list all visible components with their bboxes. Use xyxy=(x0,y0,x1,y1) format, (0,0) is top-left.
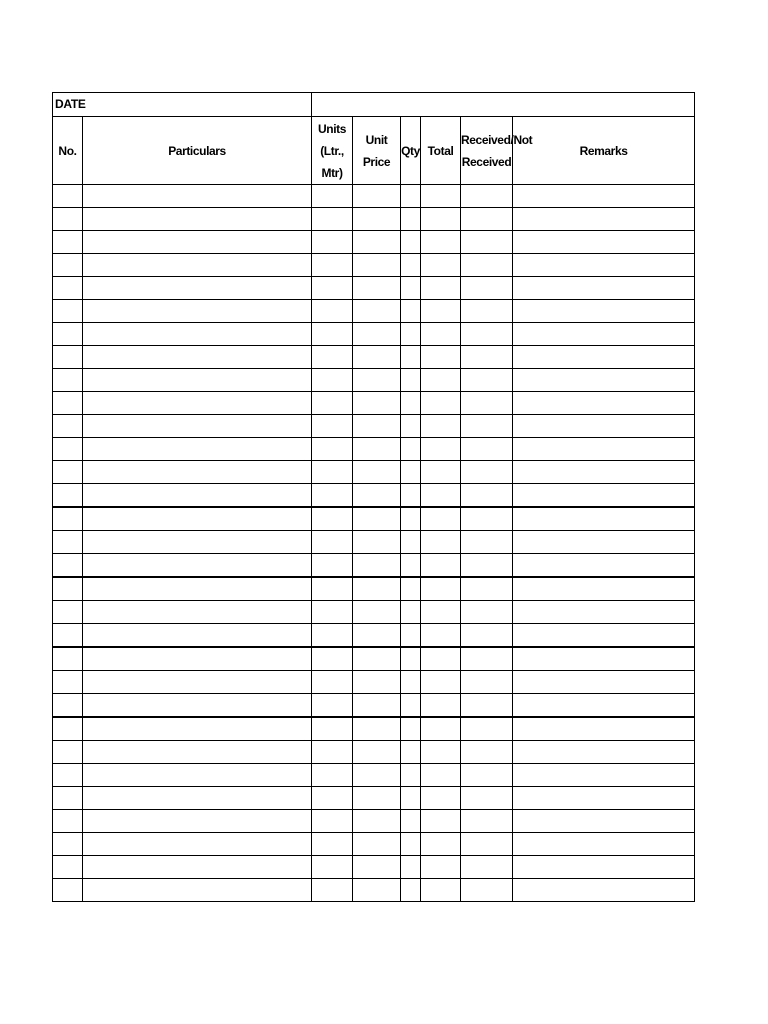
cell-no[interactable] xyxy=(53,624,83,648)
cell-received[interactable] xyxy=(461,694,513,718)
cell-no[interactable] xyxy=(53,764,83,787)
cell-unit-price[interactable] xyxy=(353,346,401,369)
cell-unit-price[interactable] xyxy=(353,741,401,764)
cell-qty[interactable] xyxy=(401,694,421,718)
cell-units[interactable] xyxy=(312,231,353,254)
cell-qty[interactable] xyxy=(401,554,421,578)
cell-total[interactable] xyxy=(421,415,461,438)
cell-remarks[interactable] xyxy=(513,438,695,461)
cell-particulars[interactable] xyxy=(83,392,312,415)
cell-units[interactable] xyxy=(312,577,353,601)
table-row xyxy=(53,879,695,902)
cell-qty[interactable] xyxy=(401,717,421,741)
cell-qty[interactable] xyxy=(401,810,421,833)
purchase-form-sheet xyxy=(52,92,694,902)
table-row xyxy=(53,624,695,648)
cell-units[interactable] xyxy=(312,392,353,415)
cell-unit-price[interactable] xyxy=(353,415,401,438)
cell-no[interactable] xyxy=(53,300,83,323)
cell-units[interactable] xyxy=(312,346,353,369)
table-row xyxy=(53,601,695,624)
cell-received[interactable] xyxy=(461,554,513,578)
table-row xyxy=(53,323,695,346)
cell-no[interactable] xyxy=(53,484,83,508)
cell-received[interactable] xyxy=(461,392,513,415)
cell-total[interactable] xyxy=(421,671,461,694)
cell-particulars[interactable] xyxy=(83,531,312,554)
cell-remarks[interactable] xyxy=(513,461,695,484)
cell-no[interactable] xyxy=(53,392,83,415)
cell-received[interactable] xyxy=(461,208,513,231)
cell-received[interactable] xyxy=(461,741,513,764)
cell-units[interactable] xyxy=(312,694,353,718)
cell-remarks[interactable] xyxy=(513,531,695,554)
cell-particulars[interactable] xyxy=(83,764,312,787)
cell-remarks[interactable] xyxy=(513,856,695,879)
column-header-qty: Qty xyxy=(401,117,421,185)
cell-units[interactable] xyxy=(312,671,353,694)
cell-unit-price[interactable] xyxy=(353,254,401,277)
cell-unit-price[interactable] xyxy=(353,810,401,833)
cell-particulars[interactable] xyxy=(83,277,312,300)
cell-qty[interactable] xyxy=(401,624,421,648)
cell-unit-price[interactable] xyxy=(353,300,401,323)
cell-particulars[interactable] xyxy=(83,833,312,856)
table-row xyxy=(53,438,695,461)
cell-unit-price[interactable] xyxy=(353,392,401,415)
cell-units[interactable] xyxy=(312,810,353,833)
cell-remarks[interactable] xyxy=(513,254,695,277)
cell-no[interactable] xyxy=(53,810,83,833)
cell-remarks[interactable] xyxy=(513,369,695,392)
cell-particulars[interactable] xyxy=(83,438,312,461)
cell-received[interactable] xyxy=(461,254,513,277)
cell-unit-price[interactable] xyxy=(353,647,401,671)
cell-units[interactable] xyxy=(312,277,353,300)
column-header-unit-price: Unit Price xyxy=(353,117,401,185)
cell-units[interactable] xyxy=(312,833,353,856)
cell-no[interactable] xyxy=(53,671,83,694)
table-row xyxy=(53,254,695,277)
cell-received[interactable] xyxy=(461,461,513,484)
cell-qty[interactable] xyxy=(401,346,421,369)
cell-units[interactable] xyxy=(312,415,353,438)
cell-received[interactable] xyxy=(461,438,513,461)
cell-unit-price[interactable] xyxy=(353,185,401,208)
cell-units[interactable] xyxy=(312,507,353,531)
cell-particulars[interactable] xyxy=(83,624,312,648)
cell-unit-price[interactable] xyxy=(353,461,401,484)
cell-unit-price[interactable] xyxy=(353,438,401,461)
cell-qty[interactable] xyxy=(401,787,421,810)
cell-unit-price[interactable] xyxy=(353,833,401,856)
cell-particulars[interactable] xyxy=(83,577,312,601)
cell-total[interactable] xyxy=(421,484,461,508)
date-row xyxy=(53,93,695,117)
cell-particulars[interactable] xyxy=(83,185,312,208)
cell-no[interactable] xyxy=(53,415,83,438)
cell-remarks[interactable] xyxy=(513,764,695,787)
cell-total[interactable] xyxy=(421,554,461,578)
cell-remarks[interactable] xyxy=(513,741,695,764)
cell-remarks[interactable] xyxy=(513,208,695,231)
cell-no[interactable] xyxy=(53,717,83,741)
cell-total[interactable] xyxy=(421,277,461,300)
cell-received[interactable] xyxy=(461,601,513,624)
cell-units[interactable] xyxy=(312,717,353,741)
cell-remarks[interactable] xyxy=(513,833,695,856)
table-row xyxy=(53,231,695,254)
cell-no[interactable] xyxy=(53,254,83,277)
cell-received[interactable] xyxy=(461,185,513,208)
cell-no[interactable] xyxy=(53,323,83,346)
cell-qty[interactable] xyxy=(401,531,421,554)
table-row xyxy=(53,415,695,438)
table-row xyxy=(53,577,695,601)
cell-remarks[interactable] xyxy=(513,624,695,648)
cell-particulars[interactable] xyxy=(83,741,312,764)
cell-units[interactable] xyxy=(312,323,353,346)
cell-unit-price[interactable] xyxy=(353,277,401,300)
cell-unit-price[interactable] xyxy=(353,577,401,601)
table-row xyxy=(53,392,695,415)
cell-remarks[interactable] xyxy=(513,277,695,300)
cell-no[interactable] xyxy=(53,461,83,484)
cell-remarks[interactable] xyxy=(513,346,695,369)
cell-total[interactable] xyxy=(421,392,461,415)
cell-particulars[interactable] xyxy=(83,717,312,741)
cell-qty[interactable] xyxy=(401,484,421,508)
cell-units[interactable] xyxy=(312,741,353,764)
cell-received[interactable] xyxy=(461,369,513,392)
cell-total[interactable] xyxy=(421,879,461,902)
cell-received[interactable] xyxy=(461,879,513,902)
column-header-received: Received/Not Received xyxy=(461,117,513,185)
table-row xyxy=(53,507,695,531)
cell-total[interactable] xyxy=(421,438,461,461)
cell-total[interactable] xyxy=(421,369,461,392)
cell-units[interactable] xyxy=(312,531,353,554)
cell-qty[interactable] xyxy=(401,879,421,902)
cell-unit-price[interactable] xyxy=(353,624,401,648)
table-row xyxy=(53,717,695,741)
header-row xyxy=(53,117,695,185)
cell-remarks[interactable] xyxy=(513,185,695,208)
cell-unit-price[interactable] xyxy=(353,879,401,902)
cell-particulars[interactable] xyxy=(83,300,312,323)
cell-remarks[interactable] xyxy=(513,300,695,323)
cell-remarks[interactable] xyxy=(513,601,695,624)
cell-no[interactable] xyxy=(53,833,83,856)
cell-remarks[interactable] xyxy=(513,787,695,810)
cell-units[interactable] xyxy=(312,300,353,323)
cell-unit-price[interactable] xyxy=(353,323,401,346)
cell-unit-price[interactable] xyxy=(353,554,401,578)
cell-no[interactable] xyxy=(53,369,83,392)
cell-units[interactable] xyxy=(312,879,353,902)
cell-particulars[interactable] xyxy=(83,461,312,484)
cell-no[interactable] xyxy=(53,438,83,461)
cell-qty[interactable] xyxy=(401,741,421,764)
cell-particulars[interactable] xyxy=(83,208,312,231)
cell-qty[interactable] xyxy=(401,208,421,231)
cell-particulars[interactable] xyxy=(83,346,312,369)
date-label: DATE xyxy=(53,93,312,117)
cell-total[interactable] xyxy=(421,647,461,671)
cell-no[interactable] xyxy=(53,694,83,718)
cell-no[interactable] xyxy=(53,507,83,531)
cell-units[interactable] xyxy=(312,185,353,208)
cell-units[interactable] xyxy=(312,647,353,671)
cell-unit-price[interactable] xyxy=(353,369,401,392)
cell-total[interactable] xyxy=(421,764,461,787)
cell-particulars[interactable] xyxy=(83,554,312,578)
cell-qty[interactable] xyxy=(401,392,421,415)
cell-no[interactable] xyxy=(53,601,83,624)
cell-remarks[interactable] xyxy=(513,647,695,671)
cell-remarks[interactable] xyxy=(513,507,695,531)
cell-particulars[interactable] xyxy=(83,647,312,671)
cell-remarks[interactable] xyxy=(513,879,695,902)
cell-particulars[interactable] xyxy=(83,671,312,694)
cell-total[interactable] xyxy=(421,810,461,833)
cell-received[interactable] xyxy=(461,507,513,531)
cell-no[interactable] xyxy=(53,531,83,554)
cell-received[interactable] xyxy=(461,856,513,879)
cell-qty[interactable] xyxy=(401,415,421,438)
table-row xyxy=(53,277,695,300)
cell-no[interactable] xyxy=(53,741,83,764)
cell-no[interactable] xyxy=(53,647,83,671)
cell-units[interactable] xyxy=(312,764,353,787)
cell-received[interactable] xyxy=(461,484,513,508)
cell-total[interactable] xyxy=(421,323,461,346)
cell-remarks[interactable] xyxy=(513,810,695,833)
cell-particulars[interactable] xyxy=(83,254,312,277)
cell-remarks[interactable] xyxy=(513,484,695,508)
column-header-particulars: Particulars xyxy=(83,117,312,185)
table-row xyxy=(53,741,695,764)
cell-received[interactable] xyxy=(461,671,513,694)
cell-particulars[interactable] xyxy=(83,810,312,833)
cell-unit-price[interactable] xyxy=(353,764,401,787)
cell-qty[interactable] xyxy=(401,764,421,787)
cell-received[interactable] xyxy=(461,787,513,810)
cell-particulars[interactable] xyxy=(83,879,312,902)
cell-total[interactable] xyxy=(421,856,461,879)
cell-no[interactable] xyxy=(53,346,83,369)
cell-qty[interactable] xyxy=(401,277,421,300)
cell-units[interactable] xyxy=(312,254,353,277)
cell-units[interactable] xyxy=(312,554,353,578)
purchase-form-table xyxy=(52,92,695,902)
cell-total[interactable] xyxy=(421,624,461,648)
cell-units[interactable] xyxy=(312,208,353,231)
cell-units[interactable] xyxy=(312,787,353,810)
cell-qty[interactable] xyxy=(401,254,421,277)
cell-qty[interactable] xyxy=(401,231,421,254)
cell-total[interactable] xyxy=(421,300,461,323)
cell-remarks[interactable] xyxy=(513,231,695,254)
cell-total[interactable] xyxy=(421,254,461,277)
cell-particulars[interactable] xyxy=(83,323,312,346)
cell-received[interactable] xyxy=(461,231,513,254)
cell-received[interactable] xyxy=(461,323,513,346)
cell-unit-price[interactable] xyxy=(353,856,401,879)
cell-unit-price[interactable] xyxy=(353,787,401,810)
cell-total[interactable] xyxy=(421,531,461,554)
cell-qty[interactable] xyxy=(401,601,421,624)
cell-received[interactable] xyxy=(461,717,513,741)
cell-particulars[interactable] xyxy=(83,856,312,879)
table-row xyxy=(53,554,695,578)
cell-particulars[interactable] xyxy=(83,415,312,438)
cell-qty[interactable] xyxy=(401,671,421,694)
cell-received[interactable] xyxy=(461,833,513,856)
table-row xyxy=(53,694,695,718)
cell-received[interactable] xyxy=(461,810,513,833)
cell-received[interactable] xyxy=(461,415,513,438)
cell-received[interactable] xyxy=(461,577,513,601)
cell-units[interactable] xyxy=(312,601,353,624)
cell-no[interactable] xyxy=(53,554,83,578)
cell-remarks[interactable] xyxy=(513,392,695,415)
table-row xyxy=(53,671,695,694)
cell-received[interactable] xyxy=(461,277,513,300)
cell-units[interactable] xyxy=(312,856,353,879)
cell-particulars[interactable] xyxy=(83,787,312,810)
cell-received[interactable] xyxy=(461,647,513,671)
cell-no[interactable] xyxy=(53,277,83,300)
column-header-units: Units (Ltr., Mtr) xyxy=(312,117,353,185)
cell-units[interactable] xyxy=(312,461,353,484)
cell-qty[interactable] xyxy=(401,461,421,484)
cell-total[interactable] xyxy=(421,507,461,531)
table-row xyxy=(53,647,695,671)
cell-total[interactable] xyxy=(421,787,461,810)
cell-total[interactable] xyxy=(421,694,461,718)
cell-qty[interactable] xyxy=(401,833,421,856)
cell-no[interactable] xyxy=(53,577,83,601)
cell-no[interactable] xyxy=(53,787,83,810)
cell-qty[interactable] xyxy=(401,507,421,531)
cell-received[interactable] xyxy=(461,346,513,369)
cell-remarks[interactable] xyxy=(513,554,695,578)
cell-total[interactable] xyxy=(421,601,461,624)
cell-qty[interactable] xyxy=(401,856,421,879)
cell-particulars[interactable] xyxy=(83,694,312,718)
table-row xyxy=(53,787,695,810)
cell-no[interactable] xyxy=(53,208,83,231)
cell-no[interactable] xyxy=(53,879,83,902)
cell-remarks[interactable] xyxy=(513,577,695,601)
cell-qty[interactable] xyxy=(401,438,421,461)
cell-unit-price[interactable] xyxy=(353,484,401,508)
column-header-remarks: Remarks xyxy=(513,117,695,185)
cell-unit-price[interactable] xyxy=(353,231,401,254)
cell-no[interactable] xyxy=(53,231,83,254)
cell-unit-price[interactable] xyxy=(353,694,401,718)
cell-total[interactable] xyxy=(421,346,461,369)
table-row xyxy=(53,833,695,856)
cell-total[interactable] xyxy=(421,208,461,231)
cell-received[interactable] xyxy=(461,531,513,554)
cell-unit-price[interactable] xyxy=(353,601,401,624)
cell-no[interactable] xyxy=(53,856,83,879)
cell-total[interactable] xyxy=(421,741,461,764)
cell-received[interactable] xyxy=(461,764,513,787)
cell-remarks[interactable] xyxy=(513,717,695,741)
cell-total[interactable] xyxy=(421,461,461,484)
table-row xyxy=(53,856,695,879)
cell-qty[interactable] xyxy=(401,323,421,346)
column-header-total: Total xyxy=(421,117,461,185)
cell-qty[interactable] xyxy=(401,369,421,392)
cell-units[interactable] xyxy=(312,624,353,648)
cell-unit-price[interactable] xyxy=(353,507,401,531)
cell-unit-price[interactable] xyxy=(353,531,401,554)
cell-remarks[interactable] xyxy=(513,415,695,438)
column-header-no: No. xyxy=(53,117,83,185)
table-row xyxy=(53,810,695,833)
cell-qty[interactable] xyxy=(401,185,421,208)
table-row xyxy=(53,461,695,484)
cell-particulars[interactable] xyxy=(83,484,312,508)
cell-remarks[interactable] xyxy=(513,323,695,346)
table-row xyxy=(53,208,695,231)
cell-units[interactable] xyxy=(312,438,353,461)
table-row xyxy=(53,484,695,508)
cell-remarks[interactable] xyxy=(513,694,695,718)
table-row xyxy=(53,369,695,392)
cell-units[interactable] xyxy=(312,369,353,392)
cell-particulars[interactable] xyxy=(83,369,312,392)
cell-received[interactable] xyxy=(461,624,513,648)
cell-received[interactable] xyxy=(461,300,513,323)
cell-unit-price[interactable] xyxy=(353,208,401,231)
cell-total[interactable] xyxy=(421,185,461,208)
cell-remarks[interactable] xyxy=(513,671,695,694)
table-row xyxy=(53,764,695,787)
cell-total[interactable] xyxy=(421,577,461,601)
cell-total[interactable] xyxy=(421,231,461,254)
cell-no[interactable] xyxy=(53,185,83,208)
cell-particulars[interactable] xyxy=(83,507,312,531)
table-row xyxy=(53,300,695,323)
cell-particulars[interactable] xyxy=(83,601,312,624)
cell-qty[interactable] xyxy=(401,647,421,671)
cell-unit-price[interactable] xyxy=(353,717,401,741)
date-field[interactable] xyxy=(312,93,695,117)
table-row xyxy=(53,346,695,369)
cell-total[interactable] xyxy=(421,717,461,741)
cell-unit-price[interactable] xyxy=(353,671,401,694)
cell-qty[interactable] xyxy=(401,300,421,323)
table-row xyxy=(53,531,695,554)
table-row xyxy=(53,185,695,208)
cell-total[interactable] xyxy=(421,833,461,856)
cell-particulars[interactable] xyxy=(83,231,312,254)
cell-units[interactable] xyxy=(312,484,353,508)
cell-qty[interactable] xyxy=(401,577,421,601)
